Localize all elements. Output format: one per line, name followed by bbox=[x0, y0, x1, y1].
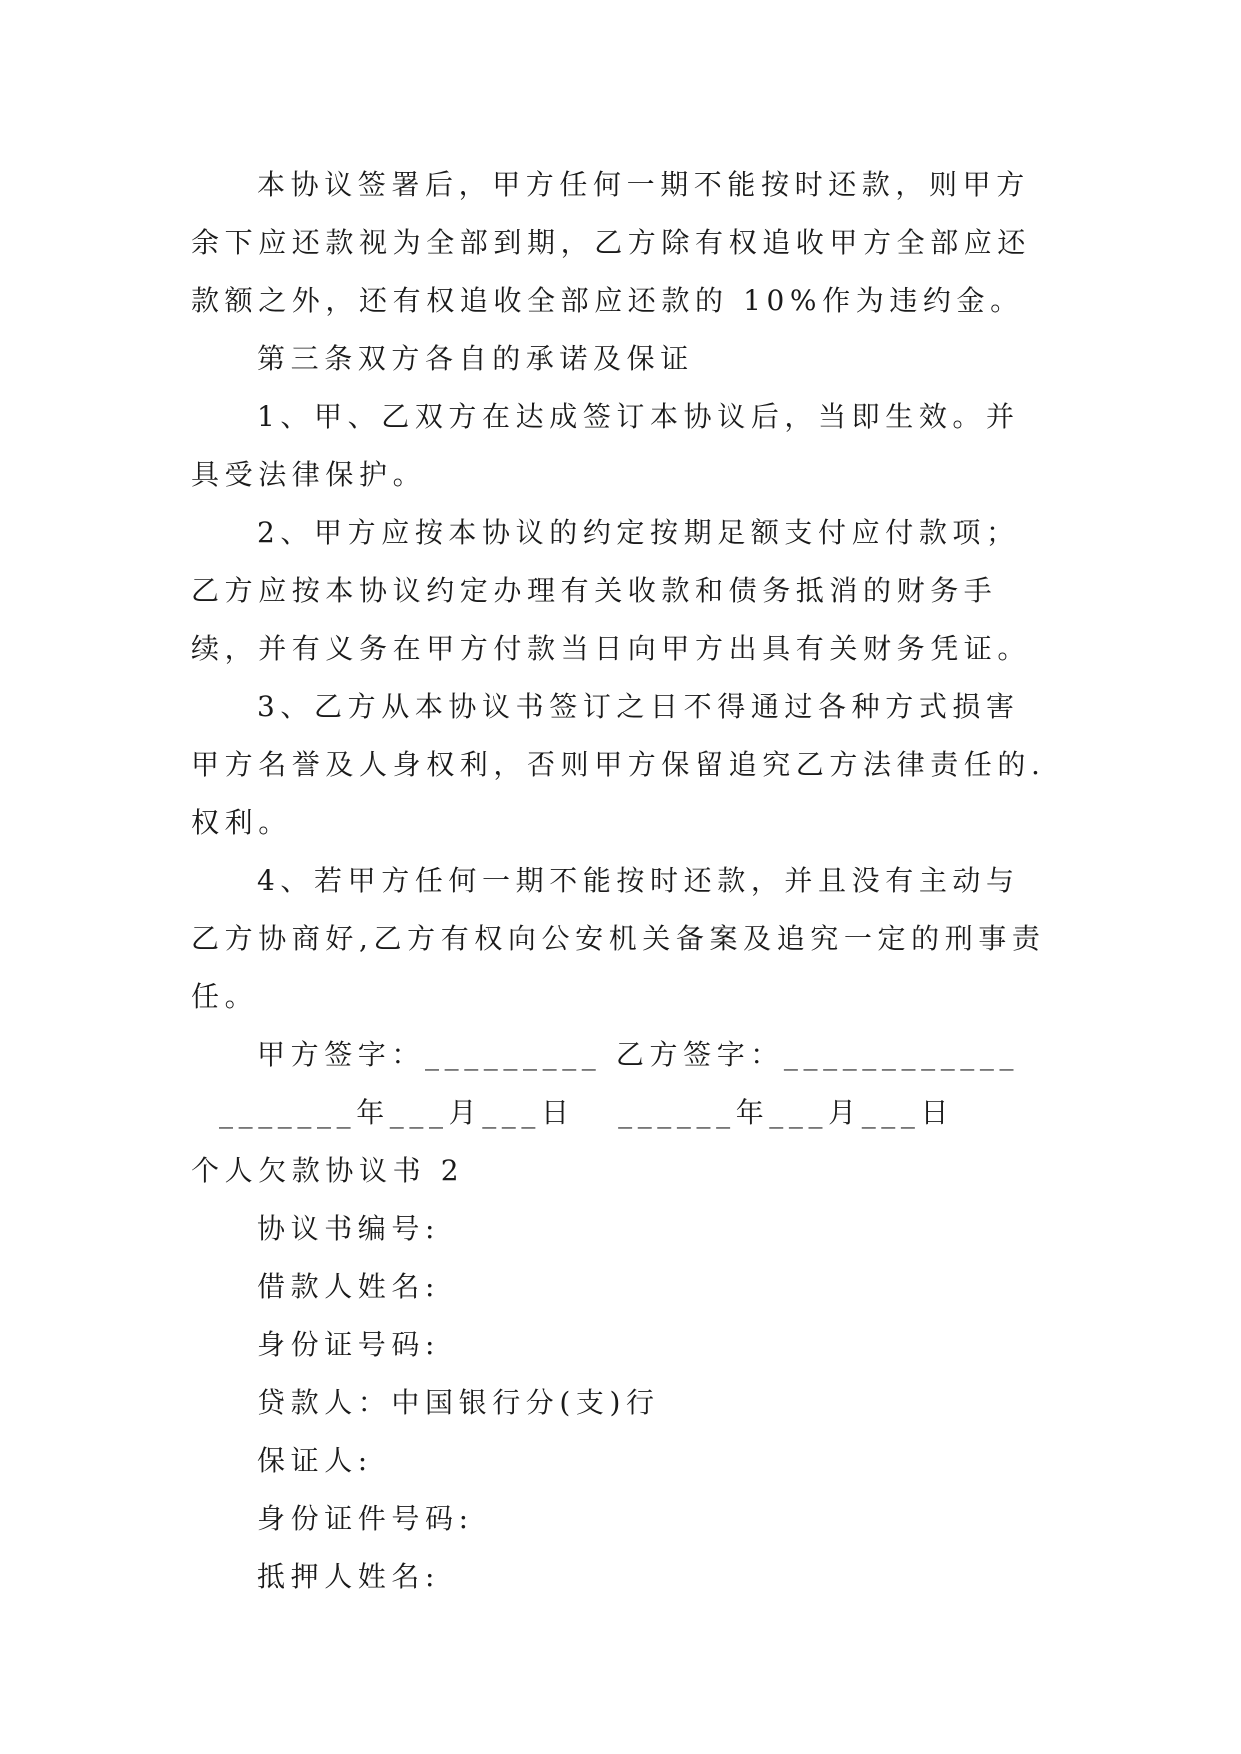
paragraph-clause-4: 4、若甲方任何一期不能按时还款，并且没有主动与乙方协商好,乙方有权向公安机关备案及追究一定的刑事责任。 bbox=[191, 864, 1046, 1013]
field-mortgagor-name: 抵押人姓名: bbox=[257, 1560, 441, 1593]
date-line: _______年___月___日 ______年___月___日 bbox=[219, 1096, 955, 1129]
field-lender: 贷款人：中国银行分(支)行 bbox=[257, 1386, 660, 1419]
paragraph-default-clause: 本协议签署后，甲方任何一期不能按时还款，则甲方余下应还款视为全部到期，乙方除有权追收甲方全部应还款额之外，还有权追收全部应还款的 10%作为违约金。 bbox=[191, 168, 1032, 317]
signature-line: 甲方签字：_________ 乙方签字：____________ bbox=[257, 1038, 1020, 1071]
field-agreement-number: 协议书编号: bbox=[257, 1212, 441, 1245]
section-title: 个人欠款协议书 2 bbox=[191, 1154, 465, 1187]
paragraph-clause-2: 2、甲方应按本协议的约定按期足额支付应付款项；乙方应按本协议约定办理有关收款和债务抵消的财务手续，并有义务在甲方付款当日向甲方出具有关财务凭证。 bbox=[191, 516, 1032, 665]
paragraph-article-3-title: 第三条双方各自的承诺及保证 bbox=[257, 342, 694, 375]
field-id-number: 身份证号码: bbox=[257, 1328, 441, 1361]
field-id-document-number: 身份证件号码: bbox=[257, 1502, 474, 1535]
paragraph-clause-1: 1、甲、乙双方在达成签订本协议后，当即生效。并具受法律保护。 bbox=[191, 400, 1020, 491]
document-body bbox=[191, 156, 1051, 1606]
field-borrower-name: 借款人姓名: bbox=[257, 1270, 441, 1303]
paragraph-clause-3: 3、乙方从本协议书签订之日不得通过各种方式损害甲方名誉及人身权利，否则甲方保留追究乙方法律责任的.权利。 bbox=[191, 690, 1046, 839]
field-guarantor: 保证人: bbox=[257, 1444, 373, 1477]
